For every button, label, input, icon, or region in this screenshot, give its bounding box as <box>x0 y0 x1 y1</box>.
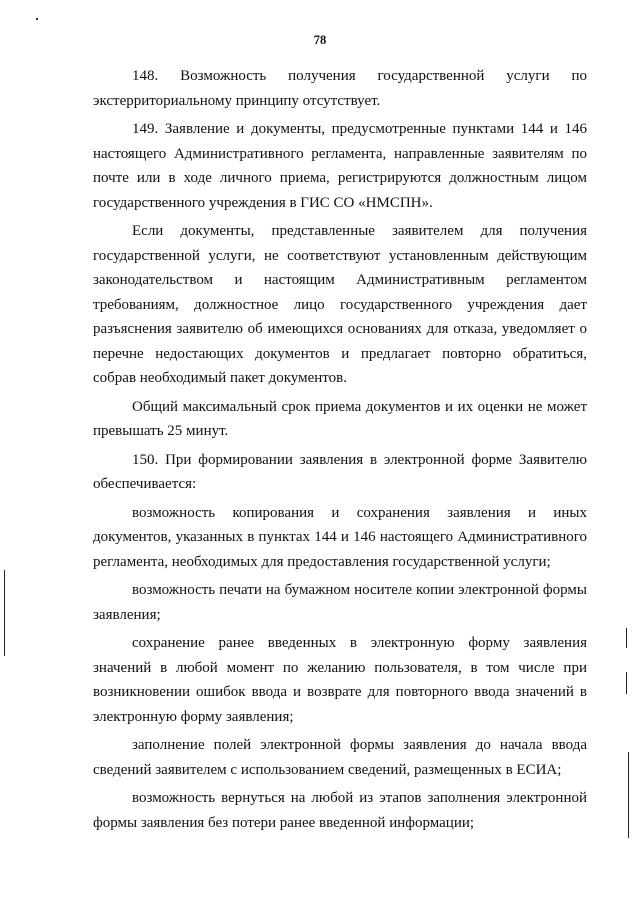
page-number: 78 <box>313 33 327 47</box>
scan-mark-right-3 <box>628 752 629 838</box>
scan-mark-right-1 <box>626 628 627 648</box>
paragraph-150: 150. При формировании заявления в электронной форме Заявителю обеспечивается: <box>93 451 587 492</box>
list-item-print: возможность печати на бумажном носителе копии электронной формы заявления; <box>93 582 587 623</box>
list-item-autofill: заполнение полей электронной формы заявления до начала ввода сведений заявителем с использованием сведений, размещенных в ЕСИА; <box>93 737 587 778</box>
list-item-save-values: сохранение ранее введенных в электронную форму заявления значений в любой момент по желанию пользователя, в том числе при возникновении ошибок ввода и возврате для повторного ввода значений в электронную форму заявления; <box>93 635 587 725</box>
scan-mark-left <box>4 570 5 656</box>
paragraph-documents-mismatch: Если документы, представленные заявителем для получения государственной услуги, не соответствуют установленным действующим законодательством и настоящим Административным регламентом требованиям, должностное лицо государственного учреждения дает разъяснения заявителю об имеющихся основаниях для отказа, уведомляет о перечне недостающих документов и предлагает повторно обратиться, собрав необходимый пакет документов. <box>93 223 587 386</box>
paragraph-max-time: Общий максимальный срок приема документов и их оценки не может превышать 25 минут. <box>93 398 587 439</box>
paragraph-149: 149. Заявление и документы, предусмотренные пунктами 144 и 146 настоящего Административного регламента, направленные заявителям по почте или в ходе личного приема, регистрируются должностным лицом государственного учреждения в ГИС СО «НМСПН». <box>93 121 587 211</box>
scan-dot <box>36 18 38 20</box>
scan-mark-right-2 <box>626 672 627 694</box>
list-item-return-step: возможность вернуться на любой из этапов заполнения электронной формы заявления без потери ранее введенной информации; <box>93 790 587 831</box>
list-item-copy-save: возможность копирования и сохранения заявления и иных документов, указанных в пунктах 144 и 146 настоящего Административного регламента, необходимых для предоставления государственной услуги; <box>93 504 587 570</box>
paragraph-148: 148. Возможность получения государственной услуги по экстерриториальному принципу отсутствует. <box>93 68 587 109</box>
document-body <box>93 64 587 839</box>
